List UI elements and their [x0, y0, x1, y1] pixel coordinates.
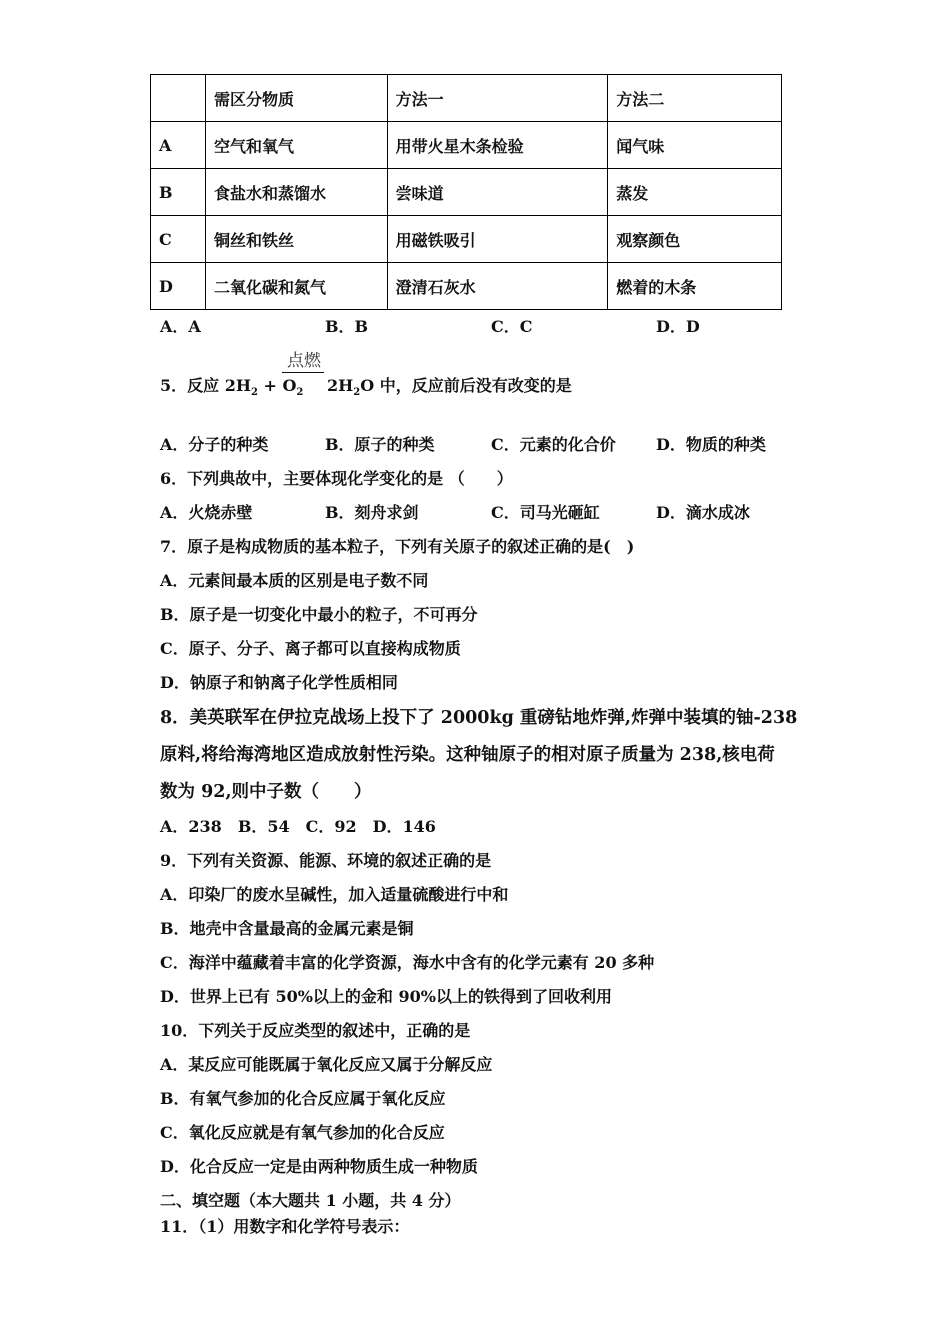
- table-cell: 空气和氧气: [205, 122, 387, 169]
- comparison-table: [150, 74, 782, 310]
- table-cell: 澄清石灰水: [387, 263, 608, 310]
- q8-line-3: 数为 92,则中子数（ ）: [160, 782, 372, 802]
- q5-product-a: 2H: [327, 376, 354, 395]
- option-c: C．元素的化合价: [491, 435, 616, 454]
- q9-option-b: B．地壳中含量最高的金属元素是铜: [160, 919, 414, 938]
- q5-options: [160, 435, 800, 455]
- table-cell: C: [151, 216, 206, 263]
- q11-stem: 11．（1）用数字和化学符号表示：: [160, 1217, 410, 1236]
- table-cell: 方法一: [387, 75, 608, 122]
- table-cell: 食盐水和蒸馏水: [205, 169, 387, 216]
- table-cell: 蒸发: [608, 169, 782, 216]
- option-b: B．刻舟求剑: [325, 503, 419, 522]
- q10-stem: 10．下列关于反应类型的叙述中，正确的是: [160, 1021, 471, 1040]
- table-cell: 燃着的木条: [608, 263, 782, 310]
- table-cell: [151, 75, 206, 122]
- option-a: A．火烧赤壁: [160, 503, 253, 522]
- table-cell: 闻气味: [608, 122, 782, 169]
- table-cell: 二氧化碳和氮气: [205, 263, 387, 310]
- table-cell: A: [151, 122, 206, 169]
- q5-sub1: 2: [250, 387, 258, 399]
- q7-option-a: A．元素间最本质的区别是电子数不同: [160, 571, 429, 590]
- table-cell: 用磁铁吸引: [387, 216, 608, 263]
- q5-prefix: 5．反应 2H: [160, 376, 251, 395]
- option-d: D．滴水成冰: [656, 503, 750, 522]
- option-a: A．分子的种类: [160, 435, 269, 454]
- q5-product-sub: 2: [353, 387, 361, 399]
- q10-option-a: A．某反应可能既属于氧化反应又属于分解反应: [160, 1055, 493, 1074]
- q10-option-d: D．化合反应一定是由两种物质生成一种物质: [160, 1157, 478, 1176]
- table-row: [151, 216, 782, 263]
- q8-line-2: 原料,将给海湾地区造成放射性污染。这种铀原子的相对原子质量为 238,核电荷: [160, 745, 775, 765]
- q10-option-b: B．有氧气参加的化合反应属于氧化反应: [160, 1089, 446, 1108]
- q5-stem-left: [160, 376, 303, 403]
- q7-option-d: D．钠原子和钠离子化学性质相同: [160, 673, 398, 692]
- option-b: B．原子的种类: [325, 435, 435, 454]
- table-row: [151, 122, 782, 169]
- section-heading: 二、填空题（本大题共 1 小题，共 4 分）: [160, 1191, 461, 1210]
- table-cell: 铜丝和铁丝: [205, 216, 387, 263]
- q8-line-1: 8．美英联军在伊拉克战场上投下了 2000kg 重磅钻地炸弹,炸弹中装填的铀-238: [160, 708, 798, 728]
- q9-stem: 9．下列有关资源、能源、环境的叙述正确的是: [160, 851, 492, 870]
- q9-option-a: A．印染厂的废水呈碱性，加入适量硫酸进行中和: [160, 885, 509, 904]
- table-cell: 尝味道: [387, 169, 608, 216]
- q5-stem-right: [327, 376, 572, 403]
- q6-options: [160, 503, 800, 523]
- q6-stem: 6．下列典故中，主要体现化学变化的是 （ ）: [160, 469, 513, 488]
- table-cell: B: [151, 169, 206, 216]
- table-cell: 方法二: [608, 75, 782, 122]
- table-cell: 需区分物质: [205, 75, 387, 122]
- q7-stem: 7．原子是构成物质的基本粒子，下列有关原子的叙述正确的是( ): [160, 537, 635, 556]
- option-a: A．A: [160, 317, 201, 336]
- q5-product-b: O 中，反应前后没有改变的是: [360, 376, 572, 395]
- table-cell: D: [151, 263, 206, 310]
- q9-option-c: C．海洋中蕴藏着丰富的化学资源，海水中含有的化学元素有 20 多种: [160, 953, 655, 972]
- q5-mid: + O: [257, 376, 297, 395]
- q7-option-b: B．原子是一切变化中最小的粒子，不可再分: [160, 605, 478, 624]
- option-d: D．物质的种类: [656, 435, 766, 454]
- q8-options: A．238 B．54 C．92 D．146: [160, 817, 436, 836]
- table-header-row: [151, 75, 782, 122]
- table-row: [151, 263, 782, 310]
- q9-option-d: D．世界上已有 50%以上的金和 90%以上的铁得到了回收利用: [160, 987, 612, 1006]
- q5-sub2: 2: [296, 387, 304, 399]
- table-row: [151, 169, 782, 216]
- option-c: C．司马光砸缸: [491, 503, 600, 522]
- reaction-condition: 点燃: [287, 351, 321, 371]
- q7-option-c: C．原子、分子、离子都可以直接构成物质: [160, 639, 461, 658]
- q4-options: [160, 317, 800, 337]
- reaction-arrow: [282, 372, 324, 373]
- option-c: C．C: [491, 317, 533, 336]
- option-d: D．D: [656, 317, 700, 336]
- table-cell: 观察颜色: [608, 216, 782, 263]
- table-cell: 用带火星木条检验: [387, 122, 608, 169]
- q10-option-c: C．氧化反应就是有氧气参加的化合反应: [160, 1123, 445, 1142]
- option-b: B．B: [325, 317, 369, 336]
